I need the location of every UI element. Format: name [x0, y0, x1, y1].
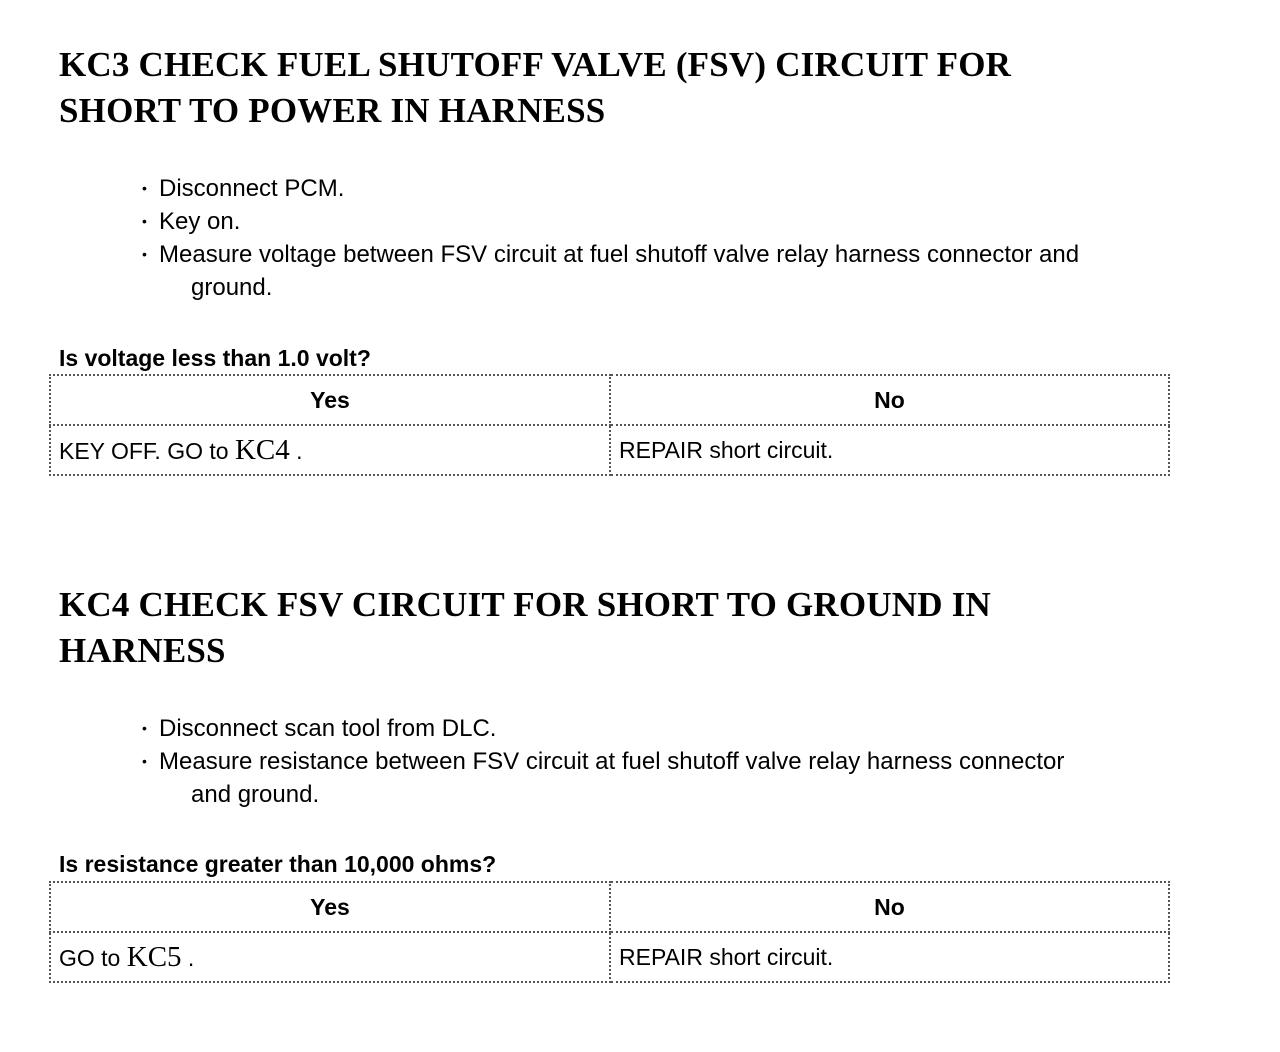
instruction-text: Disconnect scan tool from DLC.	[159, 715, 497, 742]
bullet-icon: •	[142, 720, 147, 736]
table-header-row	[50, 375, 1169, 425]
step-instructions	[140, 712, 1240, 811]
yes-action-text: KEY OFF. GO to	[59, 437, 235, 464]
bullet-icon: •	[142, 753, 147, 769]
instruction-text: Measure resistance between FSV circuit at fuel shutoff valve relay harness connector	[159, 748, 1065, 775]
bullet-icon: •	[142, 180, 147, 196]
instruction-text: Measure voltage between FSV circuit at fuel shutoff valve relay harness connector and	[159, 241, 1080, 268]
instruction-text-continued: ground.	[191, 274, 273, 301]
list-item	[140, 205, 1240, 238]
yes-action-suffix: .	[289, 437, 303, 464]
step-title-line2: SHORT TO POWER IN HARNESS	[59, 91, 606, 130]
yes-action-text: GO to	[59, 944, 127, 971]
column-header-yes: Yes	[50, 375, 610, 425]
instruction-text: Disconnect PCM.	[159, 175, 345, 202]
step-instructions	[140, 172, 1240, 304]
test-question: Is resistance greater than 10,000 ohms?	[59, 851, 497, 877]
step-title-line2: HARNESS	[59, 631, 226, 670]
yes-action-cell	[50, 425, 610, 475]
list-item	[140, 745, 1240, 811]
column-header-yes: Yes	[50, 882, 610, 932]
link-kc5[interactable]: KC5	[126, 940, 182, 973]
result-table	[49, 374, 1170, 476]
list-item	[140, 172, 1240, 205]
step-title-kc3	[59, 42, 1209, 134]
list-item	[140, 238, 1240, 304]
result-table	[49, 881, 1170, 983]
column-header-no: No	[610, 882, 1169, 932]
instruction-text: Key on.	[159, 208, 241, 235]
table-header-row	[50, 882, 1169, 932]
list-item	[140, 712, 1240, 745]
step-title-line1: KC3 CHECK FUEL SHUTOFF VALVE (FSV) CIRCUIT FOR	[59, 45, 1012, 84]
test-question: Is voltage less than 1.0 volt?	[59, 345, 371, 371]
step-title-kc4	[59, 582, 1209, 674]
no-action-cell: REPAIR short circuit.	[610, 932, 1169, 982]
column-header-no: No	[610, 375, 1169, 425]
table-row	[50, 425, 1169, 475]
instruction-text-continued: and ground.	[191, 781, 320, 808]
table-row	[50, 932, 1169, 982]
no-action-cell: REPAIR short circuit.	[610, 425, 1169, 475]
bullet-icon: •	[142, 213, 147, 229]
step-title-line1: KC4 CHECK FSV CIRCUIT FOR SHORT TO GROUND IN	[59, 585, 991, 624]
yes-action-suffix: .	[181, 944, 195, 971]
yes-action-cell	[50, 932, 610, 982]
link-kc4[interactable]: KC4	[234, 433, 290, 466]
bullet-icon: •	[142, 246, 147, 262]
